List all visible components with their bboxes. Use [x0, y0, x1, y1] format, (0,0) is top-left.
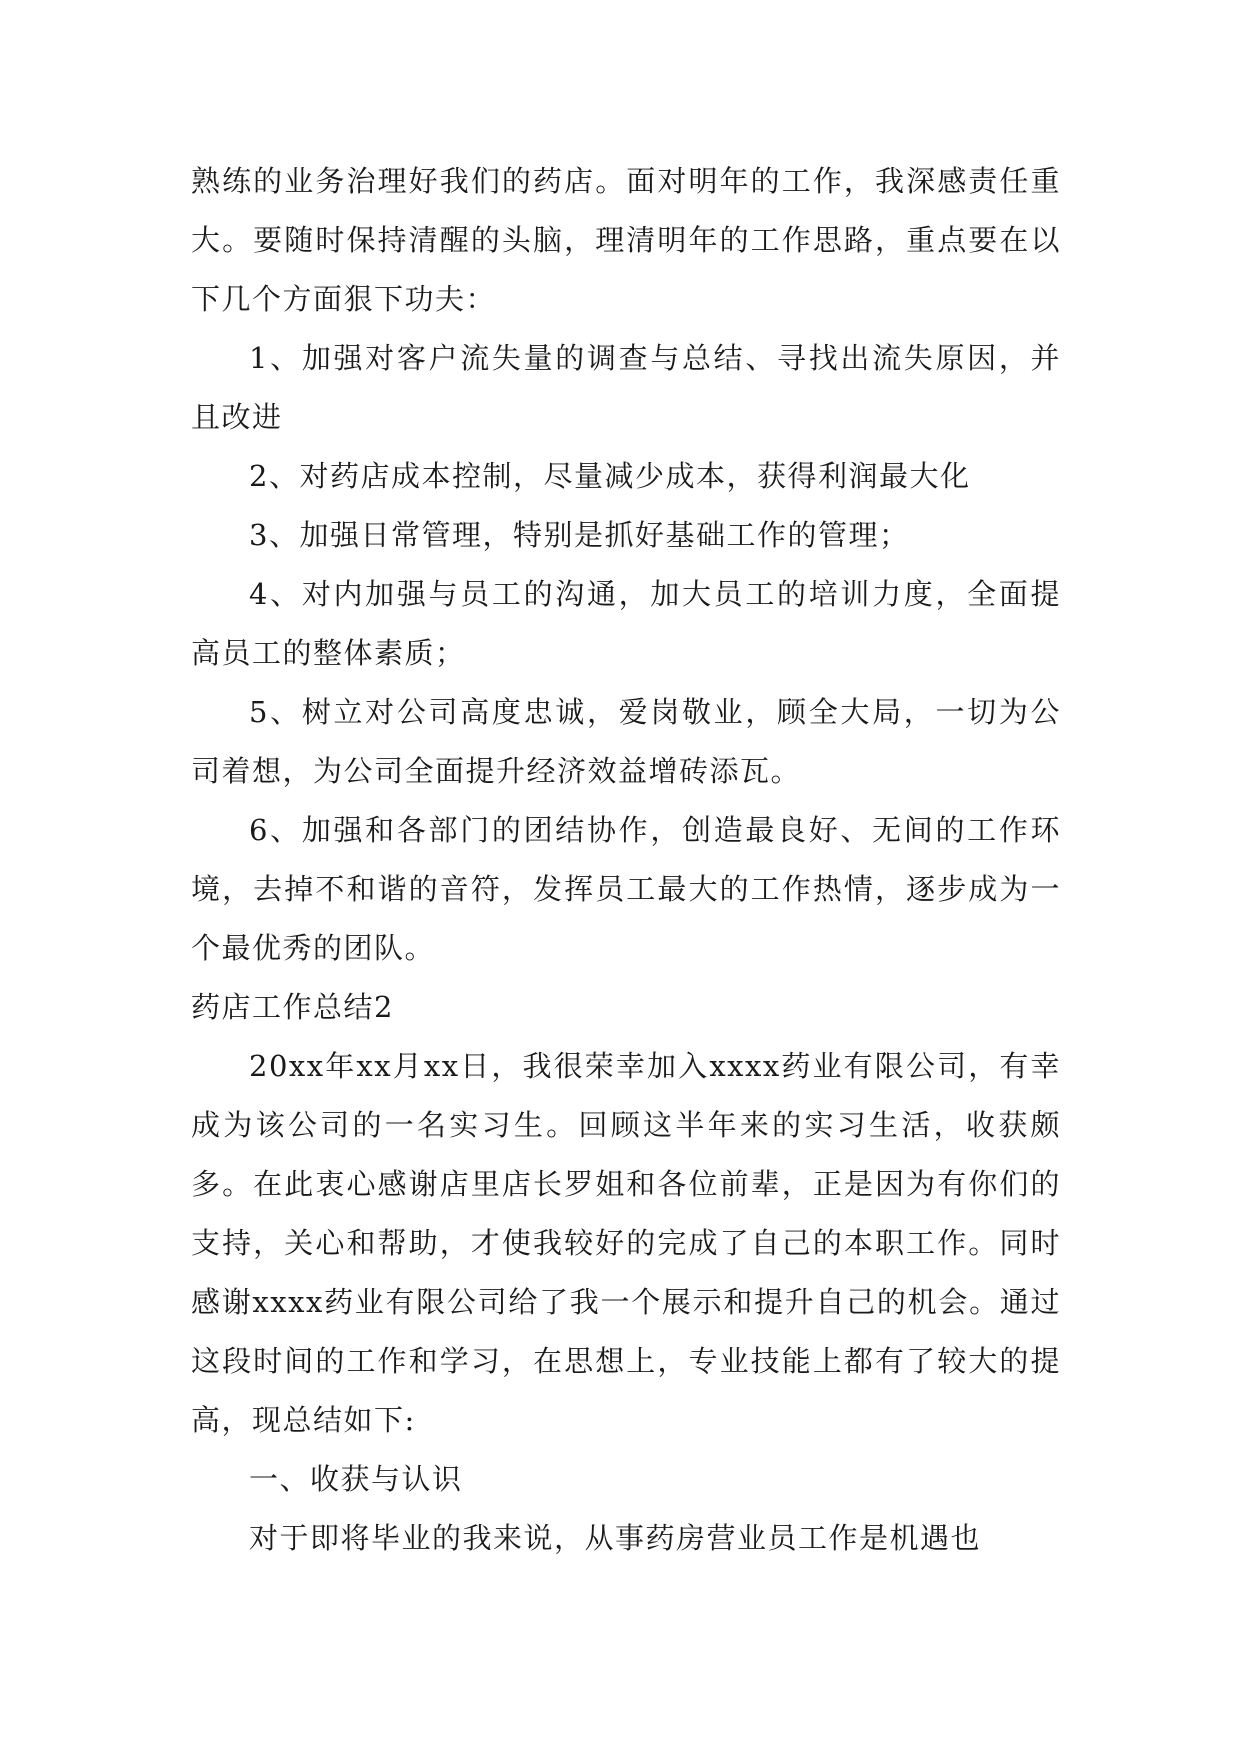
list-item-2: 2、对药店成本控制，尽量减少成本，获得利润最大化	[249, 459, 971, 493]
list-item-1: 1、加强对客户流失量的调查与总结、寻找出流失原因，并且改进	[191, 341, 1061, 434]
list-item-5: 5、树立对公司高度忠诚，爱岗敬业，顾全大局，一切为公司着想，为公司全面提升经济效益增砖添瓦。	[191, 695, 1061, 788]
subheading-gains: 一、收获与认识	[249, 1462, 463, 1496]
paragraph-continuation: 对于即将毕业的我来说，从事药房营业员工作是机遇也	[249, 1521, 982, 1555]
list-item-4: 4、对内加强与员工的沟通，加大员工的培训力度，全面提高员工的整体素质；	[191, 577, 1061, 670]
paragraph-intro: 熟练的业务治理好我们的药店。面对明年的工作，我深感责任重大。要随时保持清醒的头脑，理清明年的工作思路，重点要在以下几个方面狠下功夫：	[191, 164, 1061, 316]
document-body	[191, 152, 1061, 1568]
section-heading: 药店工作总结2	[191, 990, 394, 1024]
paragraph-summary: 20xx年xx月xx日，我很荣幸加入xxxx药业有限公司，有幸成为该公司的一名实习生。回顾这半年来的实习生活，收获颇多。在此衷心感谢店里店长罗姐和各位前辈，正是因为有你们的支持，关心和帮助，才使我较好的完成了自己的本职工作。同时感谢xxxx药业有限公司给了我一个展示和提升自己的机会。通过这段时间的工作和学习，在思想上，专业技能上都有了较大的提高，现总结如下:	[191, 1049, 1061, 1437]
list-item-3: 3、加强日常管理，特别是抓好基础工作的管理；	[249, 518, 910, 552]
list-item-6: 6、加强和各部门的团结协作，创造最良好、无间的工作环境，去掉不和谐的音符，发挥员工最大的工作热情，逐步成为一个最优秀的团队。	[191, 813, 1061, 965]
